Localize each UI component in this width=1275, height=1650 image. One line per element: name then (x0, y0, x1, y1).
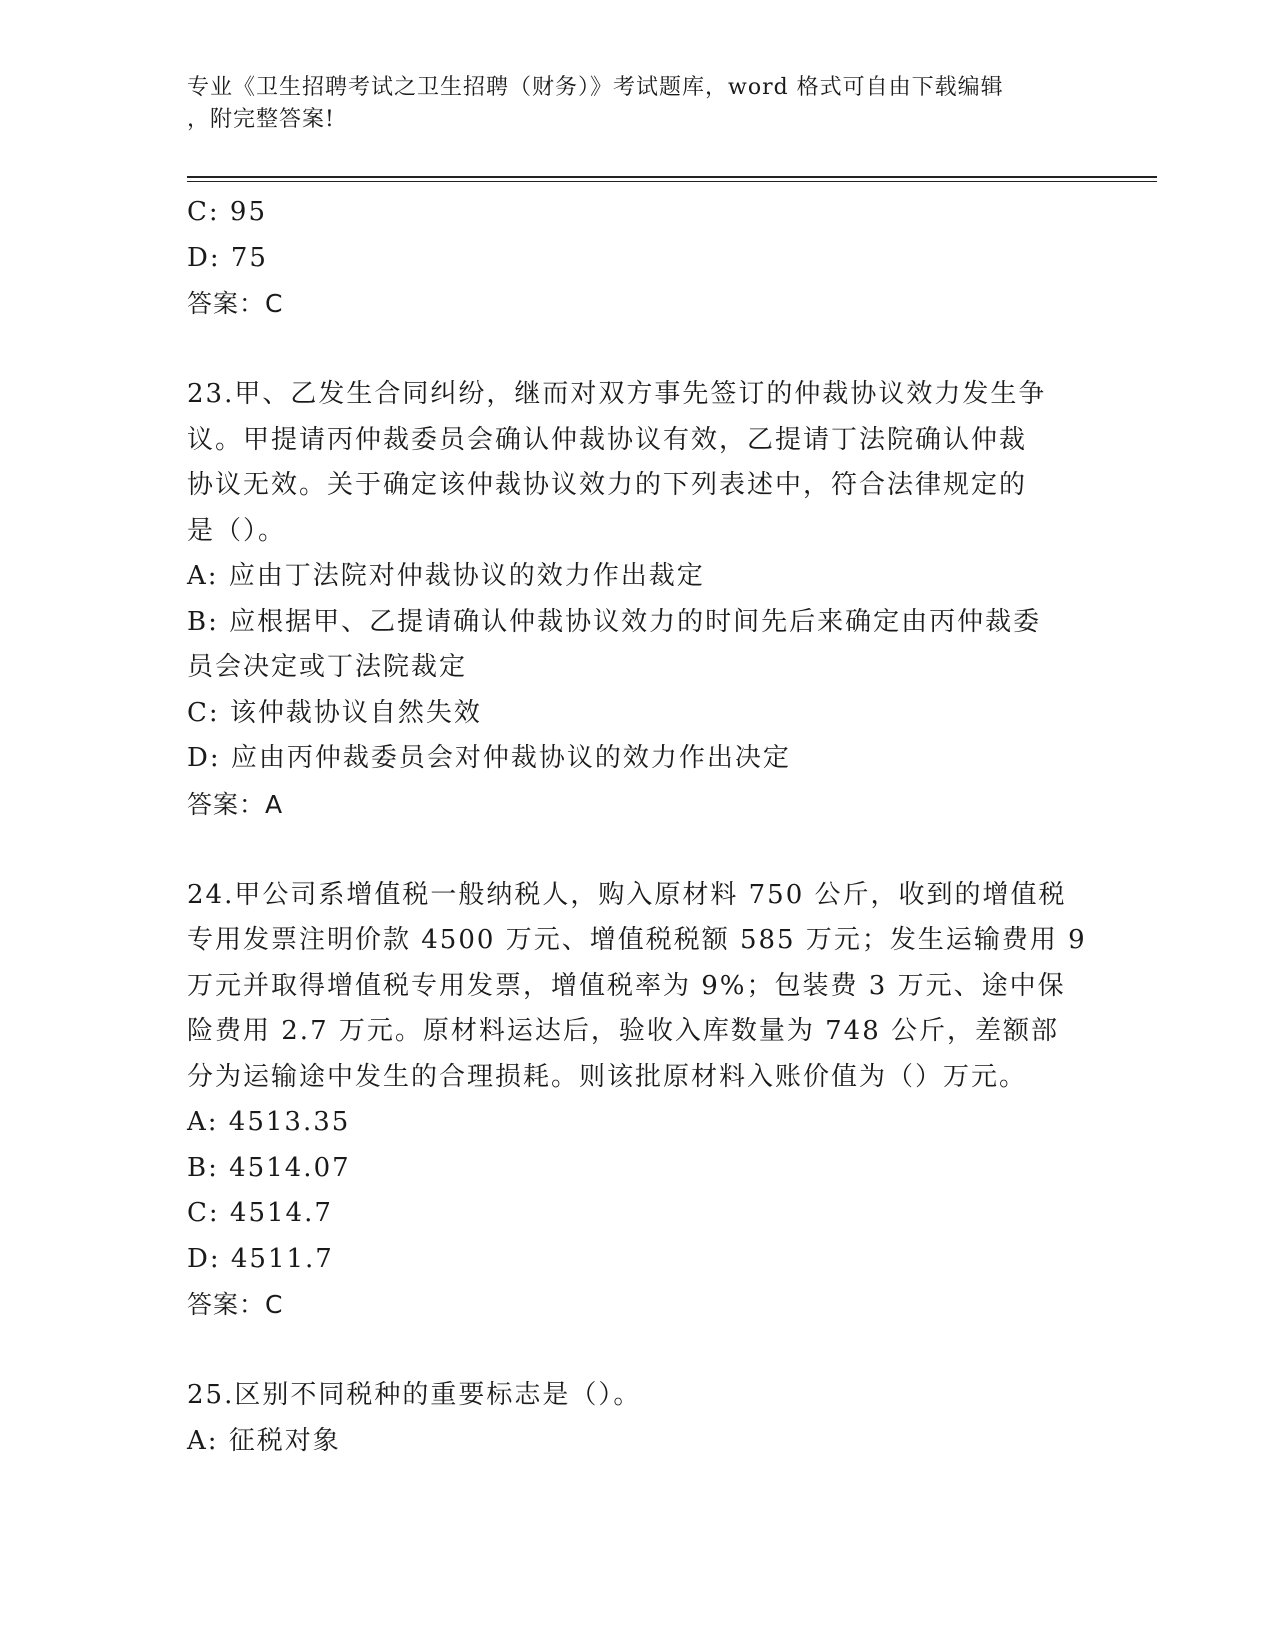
question-text-line: 23.甲、乙发生合同纠纷，继而对双方事先签订的仲裁协议效力发生争 (187, 379, 1047, 409)
option-d: D: 75 (187, 242, 268, 273)
question-22-tail (187, 190, 1087, 327)
question-text-line: 协议无效。关于确定该仲裁协议效力的下列表述中，符合法律规定的 (187, 470, 1028, 500)
option-c: C: 4514.7 (187, 1198, 333, 1228)
question-text-line: 万元并取得增值税专用发票，增值税率为 9%；包装费 3 万元、途中保 (187, 970, 1066, 1001)
question-text-line: 议。甲提请丙仲裁委员会确认仲裁协议有效，乙提请丁法院确认仲裁 (187, 424, 1028, 455)
option-b: B: 4514.07 (187, 1152, 351, 1183)
option-c: C: 95 (187, 197, 268, 227)
option-b: B: 应根据甲、乙提请确认仲裁协议效力的时间先后来确定由丙仲裁委 (187, 606, 1042, 637)
header-divider-thin (187, 181, 1157, 182)
option-b-continued: 员会决定或丁法院裁定 (187, 652, 468, 682)
question-23 (187, 372, 1087, 827)
page-header (187, 72, 1087, 136)
option-a: A: 4513.35 (187, 1107, 351, 1137)
document-body (187, 190, 1087, 1464)
question-text-line: 是（）。 (187, 515, 287, 546)
answer-label: 答案：C (187, 289, 284, 318)
option-a: A: 征税对象 (187, 1425, 341, 1456)
question-text-line: 25.区别不同税种的重要标志是（）。 (187, 1380, 642, 1410)
spacer (187, 1328, 1087, 1374)
answer-label: 答案：C (187, 1290, 284, 1319)
answer-label: 答案：A (187, 789, 284, 819)
header-line-1: 专业《卫生招聘考试之卫生招聘（财务）》考试题库，word 格式可自由下载编辑 (187, 75, 1004, 100)
header-divider-thick (187, 176, 1157, 178)
question-text-line: 专用发票注明价款 4500 万元、增值税税额 585 万元；发生运输费用 9 (187, 925, 1087, 955)
question-25 (187, 1373, 1087, 1464)
option-d: D: 应由丙仲裁委员会对仲裁协议的效力作出决定 (187, 743, 791, 773)
option-a: A: 应由丁法院对仲裁协议的效力作出裁定 (187, 561, 705, 591)
option-c: C: 该仲裁协议自然失效 (187, 697, 482, 728)
option-d: D: 4511.7 (187, 1243, 334, 1274)
question-text-line: 分为运输途中发生的合理损耗。则该批原材料入账价值为（）万元。 (187, 1061, 1028, 1092)
question-text-line: 险费用 2.7 万元。原材料运达后，验收入库数量为 748 公斤，差额部 (187, 1016, 1060, 1046)
spacer (187, 327, 1087, 373)
question-24 (187, 873, 1087, 1328)
spacer (187, 827, 1087, 873)
header-line-2: ，附完整答案! (187, 107, 335, 132)
question-text-line: 24.甲公司系增值税一般纳税人，购入原材料 750 公斤，收到的增值税 (187, 879, 1067, 910)
